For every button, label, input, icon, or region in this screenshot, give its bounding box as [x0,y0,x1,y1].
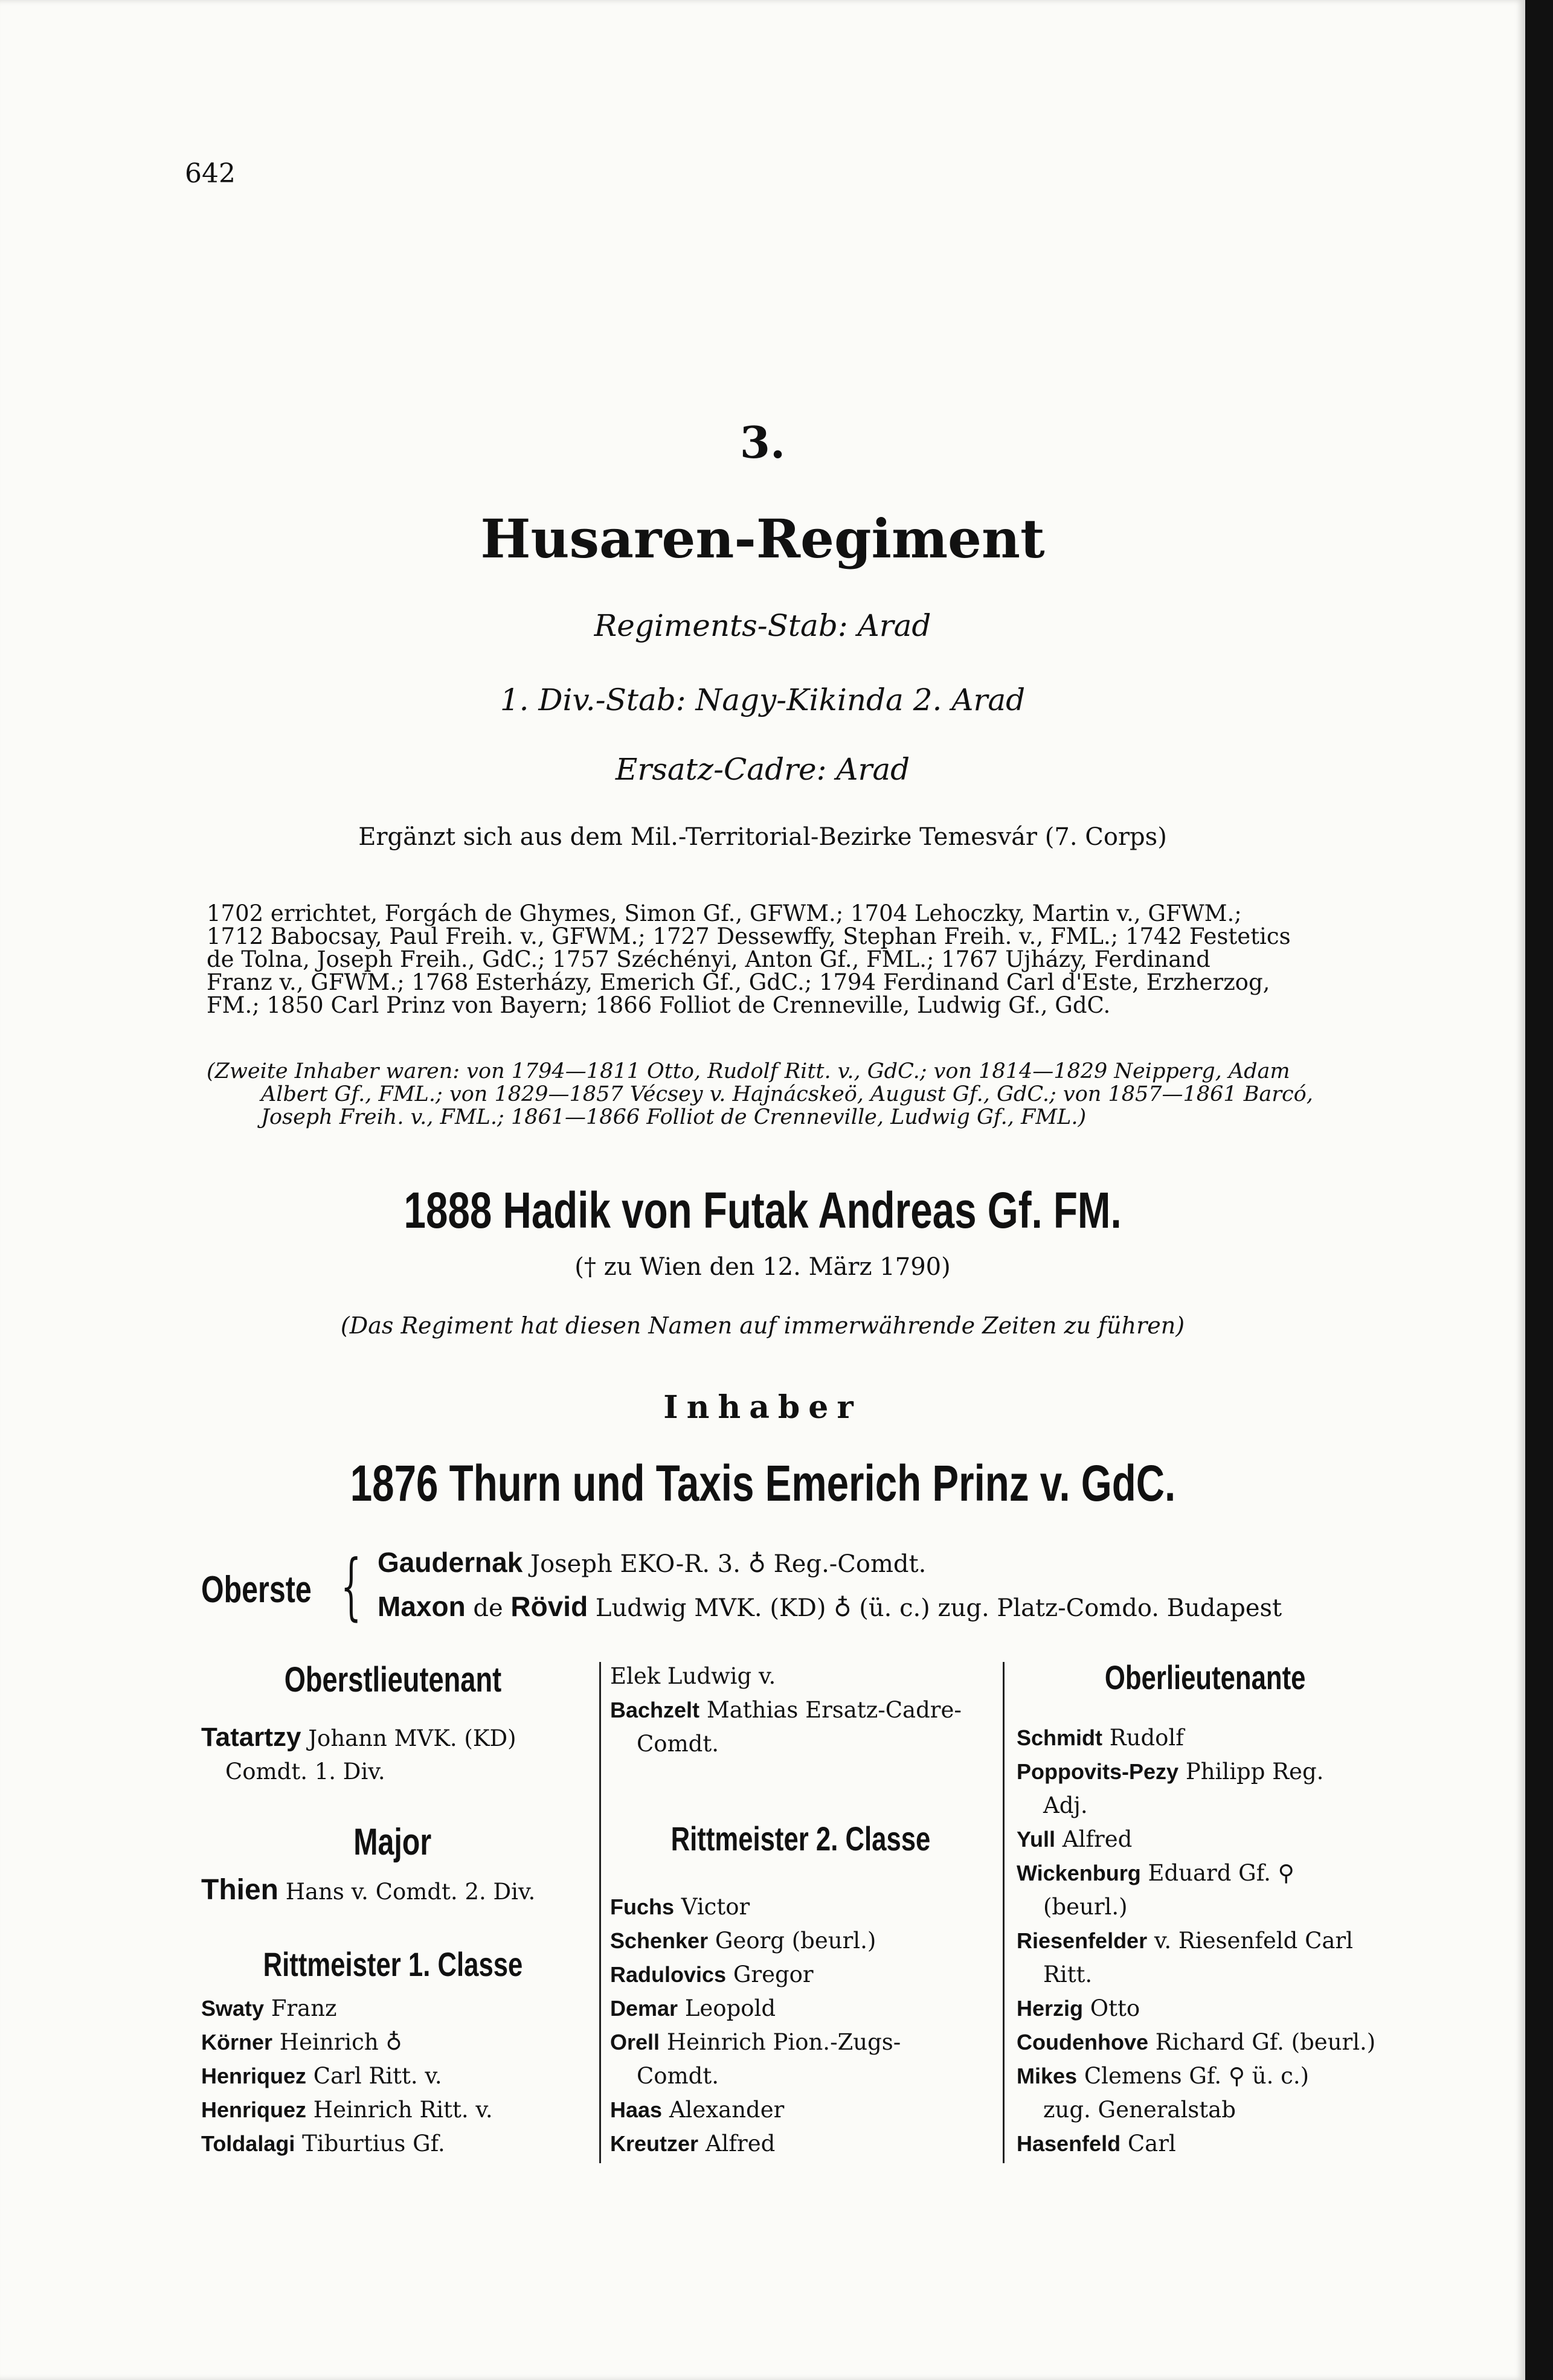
list-item: Schmidt Rudolf [1017,1725,1184,1751]
oberst-particle: de [473,1594,503,1622]
major-rest: Hans v. Comdt. 2. Div. [285,1879,536,1905]
rittmeister-1-list [201,1992,493,2161]
column-divider-left [599,1662,601,2163]
list-item: Poppovits-Pezy Philipp Reg. [1017,1759,1324,1785]
oberst-name: Maxon [378,1591,466,1622]
zweite-inhaber-paragraph [207,1060,1405,1129]
list-item: Comdt. [637,1731,719,1757]
oberst-row-2 [378,1590,1282,1623]
oberstlt-given: Johann [308,1725,387,1751]
list-item: Elek Ludwig v. [610,1663,776,1689]
decoration-icon: ♁ [834,1594,852,1622]
regiment-number: 3. [739,417,786,468]
history-line: de Tolna, Joseph Freih., GdC.; 1757 Széchényi, Anton Gf., FML.; 1767 Ujházy, Ferdinand [207,946,1211,972]
list-item: Swaty Franz [201,1995,337,2021]
rittmeister-1-heading: Rittmeister 1. Classe [263,1945,522,1983]
decoration-icon: ⚲ [1228,2063,1245,2089]
list-item: Yull Alfred [1017,1826,1133,1852]
death-note: († zu Wien den 12. März 1790) [574,1253,951,1281]
oberstlt-entry [201,1722,516,1753]
list-item: Henriquez Carl Ritt. v. [201,2063,442,2089]
scan-edge [1525,0,1553,2380]
oberst-name: Gaudernak [378,1547,523,1578]
list-item: Bachzelt Mathias Ersatz-Cadre- [610,1697,962,1723]
name-heading-wrap [0,1181,1525,1240]
oberst-rest: EKO-R. 3. [620,1550,741,1578]
list-item: Körner Heinrich ♁ [201,2029,402,2055]
oberstlt-line2: Comdt. 1. Div. [225,1759,385,1785]
oberst-row-1 [378,1546,926,1579]
column-divider-right [1003,1662,1005,2163]
history-line: 1702 errichtet, Forgách de Ghymes, Simon Gf., GFWM.; 1704 Lehoczky, Martin v., GFWM.; [207,900,1242,926]
regiments-stab: Regiments-Stab: Arad [594,608,931,643]
major-heading: Major [353,1821,432,1863]
perpetual-note: (Das Regiment hat diesen Namen auf immerwährende Zeiten zu führen) [340,1312,1185,1339]
inhaber-heading-wrap [0,1454,1525,1513]
history-line: FM.; 1850 Carl Prinz von Bayern; 1866 Folliot de Crenneville, Ludwig Gf., GdC. [207,992,1111,1018]
list-item: Haas Alexander [610,2097,785,2123]
page-title: Husaren-Regiment [480,507,1045,570]
rittmeister-2-list [610,1890,901,2161]
oberlieutenante-list [1017,1721,1375,2161]
list-item: (beurl.) [1043,1894,1128,1920]
list-item: Henriquez Heinrich Ritt. v. [201,2097,493,2123]
list-item: Radulovics Gregor [610,1961,814,1987]
list-item: Riesenfelder v. Riesenfeld Carl [1017,1928,1353,1954]
list-item: Coudenhove Richard Gf. (beurl.) [1017,2029,1376,2055]
list-item: Ritt. [1043,1961,1093,1987]
list-item: Schenker Georg (beurl.) [610,1928,876,1954]
history-line: 1712 Babocsay, Paul Freih. v., GFWM.; 1727 Dessewffy, Stephan Freih. v., FML.; 1742 Festetics [207,923,1291,949]
list-item: Wickenburg Eduard Gf. ⚲ [1017,1860,1294,1886]
list-item: Mikes Clemens Gf. ⚲ ü. c.) [1017,2063,1310,2089]
oberst-rest: MVK. (KD) [694,1594,826,1622]
oberst-given: Joseph [530,1550,613,1578]
list-item: Comdt. [637,2063,719,2089]
oberste-brace: { [341,1545,362,1629]
middle-top-list [610,1660,962,1761]
list-item: zug. Generalstab [1043,2097,1236,2123]
ersatz-cadre: Ersatz-Cadre: Arad [615,752,910,787]
major-name: Thien [201,1874,278,1906]
oberstlt-rest: MVK. (KD) [394,1725,516,1751]
oberlieutenante-heading: Oberlieutenante [1104,1658,1306,1696]
list-item: Herzig Otto [1017,1995,1140,2021]
oberst-given: Ludwig [595,1594,687,1622]
list-item: Fuchs Victor [610,1894,750,1920]
oberste-label: Oberste [201,1569,312,1611]
history-line: Franz v., GFWM.; 1768 Esterházy, Emerich Gf., GdC.; 1794 Ferdinand Carl d'Este, Erzherzog, [207,969,1270,995]
oberst-after: Reg.-Comdt. [773,1550,927,1578]
inhaber-label: Inhaber [663,1389,862,1426]
zweite-line: (Zweite Inhaber waren: von 1794—1811 Otto, Rudolf Ritt. v., GdC.; von 1814—1829 Neipperg, Adam [207,1059,1290,1083]
oberstlieutenant-heading: Oberstlieutenant [284,1660,501,1699]
list-item: Kreutzer Alfred [610,2131,776,2157]
zweite-line: Albert Gf., FML.; von 1829—1857 Vécsey v. Hajnácskeö, August Gf., GdC.; von 1857—1861 Barcó, [261,1082,1313,1106]
history-paragraph [207,902,1405,1017]
major-entry [201,1873,535,1907]
decoration-icon: ⚲ [1278,1860,1294,1886]
oberst-name-suffix: Rövid [510,1591,588,1622]
name-heading: 1888 Hadik von Futak Andreas Gf. FM. [404,1182,1122,1239]
oberst-after: (ü. c.) zug. Platz-Comdo. Budapest [859,1594,1282,1622]
list-item: Demar Leopold [610,1995,776,2021]
division-stab: 1. Div.-Stab: Nagy-Kikinda 2. Arad [500,682,1026,717]
list-item: Adj. [1043,1792,1088,1818]
decoration-icon: ♁ [385,2029,402,2055]
zweite-line: Joseph Freih. v., FML.; 1861—1866 Folliot de Crenneville, Ludwig Gf., FML.) [261,1105,1087,1129]
list-item: Toldalagi Tiburtius Gf. [201,2131,445,2157]
page-number: 642 [185,158,236,189]
list-item: Hasenfeld Carl [1017,2131,1176,2157]
inhaber-heading: 1876 Thurn und Taxis Emerich Prinz v. GdC. [350,1455,1175,1512]
ergaenzt-line: Ergänzt sich aus dem Mil.-Territorial-Bezirke Temesvár (7. Corps) [358,823,1167,851]
rittmeister-2-heading: Rittmeister 2. Classe [670,1820,930,1858]
list-item: Orell Heinrich Pion.-Zugs- [610,2029,901,2055]
decoration-icon: ♁ [748,1550,766,1578]
oberstlt-name: Tatartzy [201,1722,301,1752]
